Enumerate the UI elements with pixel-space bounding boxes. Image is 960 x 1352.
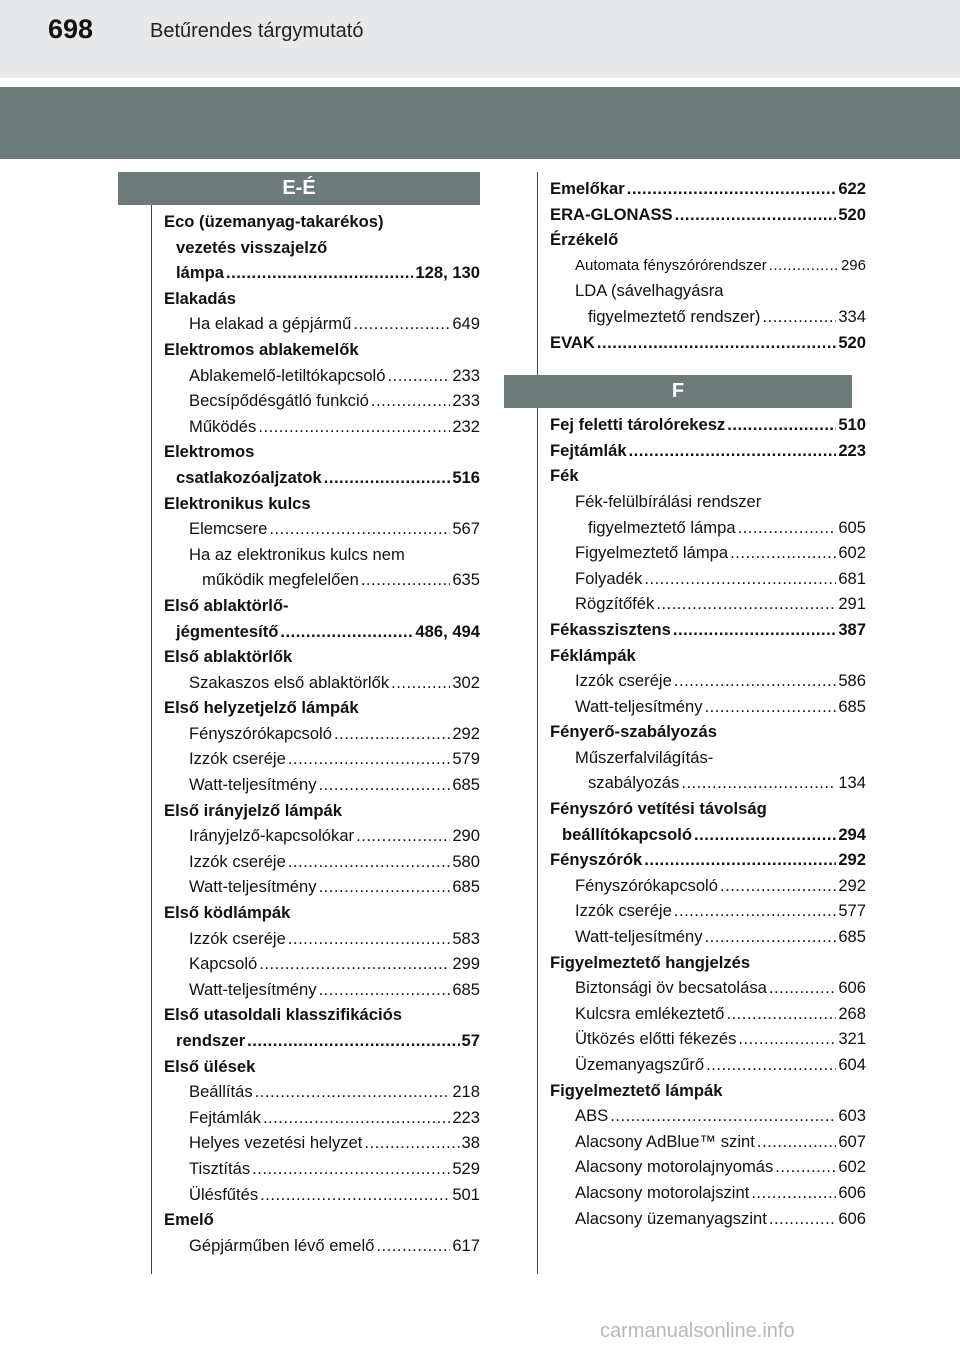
entry-term: Fejtámlák: [550, 440, 627, 460]
page-title: Betűrendes tárgymutató: [150, 20, 364, 42]
entry-page-ref: 128, 130: [415, 263, 480, 283]
entry-page-ref: 223: [838, 440, 866, 460]
dot-leader: [706, 1052, 836, 1078]
index-entry: [550, 253, 866, 279]
dot-leader: [610, 1103, 836, 1129]
index-entry: [550, 438, 866, 464]
entry-page-ref: 516: [452, 467, 480, 487]
index-entry: [164, 414, 480, 440]
header-bar: [0, 87, 960, 159]
entry-page-ref: 583: [452, 928, 480, 948]
entry-page-ref: 635: [452, 570, 480, 590]
index-entry: [164, 977, 480, 1003]
index-entry: [164, 311, 480, 337]
index-entry: [164, 1233, 480, 1259]
dot-leader: [769, 253, 839, 279]
entry-term: Fejtámlák: [189, 1107, 261, 1127]
entry-page-ref: 292: [838, 850, 866, 870]
index-entry: [550, 202, 866, 228]
entry-page-ref: 577: [838, 901, 866, 921]
entry-page-ref: 567: [452, 519, 480, 539]
index-entry: [164, 286, 480, 312]
index-entry: [164, 465, 480, 491]
dot-leader: [263, 1105, 450, 1131]
index-entry: [164, 1156, 480, 1182]
entry-term: Első helyzetjelző lámpák: [164, 698, 359, 718]
entry-term: Izzók cseréje: [189, 749, 286, 769]
entry-term: EVAK: [550, 332, 595, 352]
entry-page-ref: 134: [838, 773, 866, 793]
entry-term: Fej feletti tárolórekesz: [550, 415, 726, 435]
dot-leader: [319, 977, 451, 1003]
dot-leader: [674, 898, 836, 924]
entry-page-ref: 604: [838, 1055, 866, 1074]
index-entry: [164, 388, 480, 414]
dot-leader: [597, 330, 836, 356]
index-entry: [164, 1130, 480, 1156]
entry-term: Fényszóró vetítési távolság: [550, 799, 767, 819]
index-entry: [550, 412, 866, 438]
index-entry: [550, 694, 866, 720]
entry-page-ref: 529: [452, 1158, 480, 1178]
index-entry: [550, 1154, 866, 1180]
entry-term: Fényerő-szabályozás: [550, 722, 717, 742]
index-entry: [164, 235, 480, 261]
entry-term: Első irányjelző lámpák: [164, 800, 342, 820]
index-entry: [164, 1105, 480, 1131]
entry-page-ref: 290: [452, 826, 480, 846]
index-entry: [164, 951, 480, 977]
entry-page-ref: 268: [838, 1003, 866, 1023]
dot-leader: [376, 1233, 450, 1259]
index-entry: [164, 849, 480, 875]
index-entry: [550, 1129, 866, 1155]
dot-leader: [387, 363, 450, 389]
entry-term: Kulcsra emlékeztető: [575, 1003, 725, 1023]
entry-page-ref: 292: [838, 875, 866, 895]
index-list: [550, 176, 866, 355]
index-entry: [550, 227, 866, 253]
index-entry: [164, 746, 480, 772]
index-entry: [164, 1182, 480, 1208]
entry-term: Elektronikus kulcs: [164, 493, 311, 513]
index-entry: [550, 591, 866, 617]
dot-leader: [371, 388, 450, 414]
entry-page-ref: 606: [838, 1208, 866, 1228]
dot-leader: [319, 772, 451, 798]
entry-page-ref: 520: [838, 332, 866, 352]
dot-leader: [769, 1206, 836, 1232]
dot-leader: [769, 975, 836, 1001]
dot-leader: [280, 619, 413, 645]
entry-term: Helyes vezetési helyzet: [189, 1133, 363, 1153]
entry-term: Első ködlámpák: [164, 903, 291, 923]
entry-page-ref: 232: [452, 416, 480, 436]
entry-term: Figyelmeztető hangjelzés: [550, 952, 751, 972]
dot-leader: [705, 924, 837, 950]
entry-term: Izzók cseréje: [575, 671, 672, 691]
entry-term: csatlakozóaljzatok: [176, 467, 322, 487]
entry-term: Elemcsere: [189, 519, 268, 539]
dot-leader: [627, 176, 837, 202]
index-entry: [550, 847, 866, 873]
entry-term: rendszer: [176, 1031, 246, 1050]
dot-leader: [319, 874, 451, 900]
entry-term: működik megfelelően: [202, 570, 359, 590]
index-entry: [164, 1028, 480, 1054]
entry-term: Beállítás: [189, 1082, 253, 1102]
entry-term: Rögzítőfék: [575, 594, 655, 614]
dot-leader: [727, 412, 836, 438]
page-number: 698: [48, 14, 94, 44]
index-entry: [164, 721, 480, 747]
entry-term: Érzékelő: [550, 230, 619, 250]
entry-page-ref: 685: [452, 877, 480, 897]
dot-leader: [364, 1130, 459, 1156]
entry-page-ref: 38: [461, 1133, 480, 1153]
index-entry: [550, 1026, 866, 1052]
entry-term: Első ablaktörlő-: [164, 595, 289, 615]
entry-term: Féklámpák: [550, 645, 636, 665]
column-rule-right: [537, 172, 538, 1274]
entry-term: vezetés visszajelző: [176, 237, 328, 257]
entry-term: Emelőkar: [550, 179, 625, 198]
entry-term: Fék-felülbírálási rendszer: [575, 491, 762, 511]
entry-term: ABS: [575, 1106, 609, 1126]
index-entry: [164, 1207, 480, 1233]
entry-term: Watt-teljesítmény: [575, 696, 703, 716]
entry-term: lámpa: [176, 263, 224, 283]
entry-term: Elakadás: [164, 288, 236, 308]
dot-leader: [738, 515, 837, 541]
index-entry: [550, 617, 866, 643]
index-entry: [550, 463, 866, 489]
entry-term: Watt-teljesítmény: [575, 927, 703, 947]
index-entry: [164, 1054, 480, 1080]
index-entry: [550, 719, 866, 745]
entry-page-ref: 223: [452, 1107, 480, 1127]
entry-term: beállítókapcsoló: [562, 824, 693, 844]
index-entry: [550, 566, 866, 592]
index-entry: [550, 745, 866, 771]
entry-term: Fényszórókapcsoló: [189, 723, 332, 743]
index-entry: [164, 593, 480, 619]
entry-page-ref: 617: [452, 1235, 480, 1255]
entry-page-ref: 602: [838, 543, 866, 563]
column-rule-left: [151, 172, 152, 1274]
entry-page-ref: 586: [838, 671, 866, 691]
entry-page-ref: 606: [838, 978, 866, 998]
index-entry: [164, 1002, 480, 1028]
entry-term: Figyelmeztető lámpák: [550, 1080, 723, 1100]
entry-page-ref: 685: [452, 979, 480, 999]
entry-term: Elektromos ablakemelők: [164, 339, 359, 359]
dot-leader: [288, 849, 450, 875]
entry-page-ref: 520: [838, 204, 866, 224]
page-header: [0, 0, 960, 78]
index-entry: [550, 304, 866, 330]
dot-leader: [288, 746, 450, 772]
index-entry: [550, 924, 866, 950]
entry-page-ref: 321: [838, 1029, 866, 1049]
entry-term: Biztonsági öv becsatolása: [575, 978, 767, 998]
entry-page-ref: 296: [840, 256, 866, 274]
index-entry: [550, 822, 866, 848]
index-entry: [164, 900, 480, 926]
entry-page-ref: 606: [838, 1182, 866, 1202]
index-entry: [164, 644, 480, 670]
entry-term: Watt-teljesítmény: [189, 979, 317, 999]
entry-page-ref: 218: [452, 1082, 480, 1102]
entry-term: Üzemanyagszűrő: [575, 1055, 705, 1074]
letter-header: F: [504, 375, 852, 408]
entry-page-ref: 334: [838, 306, 866, 326]
entry-term: szabályozás: [588, 773, 680, 793]
entry-term: Ütközés előtti fékezés: [575, 1029, 737, 1049]
dot-leader: [644, 566, 836, 592]
entry-term: Izzók cseréje: [575, 901, 672, 921]
entry-term: Emelő: [164, 1210, 214, 1230]
entry-term: Alacsony AdBlue™ szint: [575, 1131, 755, 1151]
index-entry: [550, 1001, 866, 1027]
dot-leader: [259, 951, 450, 977]
index-entry: [550, 975, 866, 1001]
entry-page-ref: 603: [838, 1106, 866, 1126]
entry-term: LDA (sávelhagyásra: [575, 281, 724, 301]
entry-term: Alacsony motorolajszint: [575, 1182, 750, 1202]
entry-page-ref: 486, 494: [415, 621, 480, 641]
index-entry: [164, 516, 480, 542]
entry-term: Első utasoldali klasszifikációs: [164, 1005, 402, 1025]
entry-page-ref: 294: [838, 824, 866, 844]
index-list: [164, 209, 480, 1258]
dot-leader: [334, 721, 450, 747]
entry-page-ref: 57: [461, 1031, 480, 1050]
dot-leader: [258, 414, 450, 440]
letter-header: E-É: [118, 172, 480, 205]
dot-leader: [720, 873, 836, 899]
index-entry: [164, 260, 480, 286]
entry-term: Fék: [550, 466, 579, 486]
index-entry: [550, 668, 866, 694]
dot-leader: [681, 770, 836, 796]
entry-term: Első ülések: [164, 1056, 256, 1076]
index-entry: [550, 770, 866, 796]
entry-page-ref: 649: [452, 314, 480, 334]
dot-leader: [356, 823, 450, 849]
entry-page-ref: 685: [838, 696, 866, 716]
entry-term: Figyelmeztető lámpa: [575, 543, 729, 563]
entry-page-ref: 580: [452, 851, 480, 871]
entry-page-ref: 302: [452, 672, 480, 692]
entry-term: Alacsony motorolajnyomás: [575, 1157, 774, 1177]
index-entry: [550, 330, 866, 356]
entry-page-ref: 510: [838, 415, 866, 435]
index-entry: [164, 798, 480, 824]
dot-leader: [694, 822, 836, 848]
entry-term: Műszerfalvilágítás-: [575, 747, 714, 767]
dot-leader: [288, 926, 450, 952]
index-entry: [164, 439, 480, 465]
dot-leader: [762, 304, 836, 330]
entry-term: Tisztítás: [189, 1158, 251, 1178]
entry-term: Ha az elektronikus kulcs nem: [189, 544, 405, 564]
dot-leader: [656, 591, 836, 617]
index-entry: [164, 542, 480, 568]
dot-leader: [644, 847, 836, 873]
index-entry: [550, 796, 866, 822]
index-entry: [164, 772, 480, 798]
entry-page-ref: 607: [838, 1131, 866, 1151]
index-entry: [550, 278, 866, 304]
entry-term: Izzók cseréje: [189, 928, 286, 948]
entry-page-ref: 622: [838, 179, 866, 198]
index-entry: [550, 1206, 866, 1232]
entry-term: Fényszórókapcsoló: [575, 875, 718, 895]
index-entry: [550, 176, 866, 202]
index-entry: [164, 823, 480, 849]
entry-page-ref: 681: [838, 568, 866, 588]
index-entry: [550, 1180, 866, 1206]
entry-page-ref: 501: [452, 1184, 480, 1204]
dot-leader: [255, 1079, 451, 1105]
entry-term: Első ablaktörlők: [164, 647, 293, 667]
entry-page-ref: 291: [838, 594, 866, 614]
entry-term: Fényszórók: [550, 850, 643, 870]
index-entry: [550, 540, 866, 566]
entry-term: Folyadék: [575, 568, 643, 588]
index-entry: [164, 363, 480, 389]
entry-term: Fékasszisztens: [550, 619, 671, 639]
dot-leader: [757, 1129, 836, 1155]
dot-leader: [226, 260, 413, 286]
entry-page-ref: 579: [452, 749, 480, 769]
index-entry: [164, 874, 480, 900]
entry-term: Watt-teljesítmény: [189, 775, 317, 795]
index-entry: [164, 926, 480, 952]
dot-leader: [730, 540, 836, 566]
entry-term: figyelmeztető rendszer): [588, 306, 761, 326]
dot-leader: [726, 1001, 836, 1027]
dot-leader: [353, 311, 450, 337]
dot-leader: [751, 1180, 836, 1206]
entry-term: Watt-teljesítmény: [189, 877, 317, 897]
index-entry: [164, 1079, 480, 1105]
entry-term: Ülésfűtés: [189, 1184, 259, 1204]
index-entry: [164, 491, 480, 517]
entry-term: Szakaszos első ablaktörlők: [189, 672, 390, 692]
dot-leader: [629, 438, 837, 464]
index-entry: [164, 619, 480, 645]
index-entry: [164, 337, 480, 363]
entry-term: Kapcsoló: [189, 954, 258, 974]
dot-leader: [252, 1156, 450, 1182]
entry-term: Automata fényszórórendszer: [575, 256, 767, 274]
entry-term: Ha elakad a gépjármű: [189, 314, 352, 334]
entry-term: Működés: [189, 416, 257, 436]
dot-leader: [361, 567, 451, 593]
entry-term: Elektromos: [164, 442, 255, 462]
entry-term: figyelmeztető lámpa: [588, 517, 736, 537]
dot-leader: [260, 1182, 450, 1208]
dot-leader: [674, 668, 836, 694]
entry-page-ref: 233: [452, 365, 480, 385]
index-entry: [550, 1103, 866, 1129]
dot-leader: [775, 1154, 836, 1180]
index-entry: [550, 950, 866, 976]
watermark: carmanualsonline.info: [600, 1320, 795, 1342]
dot-leader: [247, 1028, 459, 1054]
index-list: [550, 412, 866, 1231]
entry-page-ref: 685: [838, 927, 866, 947]
index-entry: [550, 643, 866, 669]
entry-page-ref: 387: [838, 619, 866, 639]
dot-leader: [269, 516, 450, 542]
entry-page-ref: 292: [452, 723, 480, 743]
entry-term: Izzók cseréje: [189, 851, 286, 871]
index-entry: [550, 489, 866, 515]
dot-leader: [675, 202, 837, 228]
index-entry: [550, 1078, 866, 1104]
entry-term: Becsípődésgátló funkció: [189, 391, 369, 411]
entry-page-ref: 605: [838, 517, 866, 537]
entry-term: Alacsony üzemanyagszint: [575, 1208, 767, 1228]
index-entry: [550, 515, 866, 541]
entry-term: Gépjárműben lévő emelő: [189, 1235, 375, 1255]
entry-term: jégmentesítő: [176, 621, 279, 641]
entry-term: Irányjelző-kapcsolókar: [189, 826, 355, 846]
index-entry: [550, 1052, 866, 1078]
entry-page-ref: 299: [452, 954, 480, 974]
entry-term: Eco (üzemanyag-takarékos): [164, 212, 384, 231]
dot-leader: [738, 1026, 836, 1052]
index-entry: [550, 898, 866, 924]
dot-leader: [705, 694, 837, 720]
dot-leader: [391, 670, 450, 696]
index-entry: [164, 209, 480, 235]
entry-page-ref: 602: [838, 1157, 866, 1177]
entry-page-ref: 233: [452, 391, 480, 411]
entry-term: Ablakemelő-letiltókapcsoló: [189, 365, 386, 385]
index-entry: [164, 695, 480, 721]
entry-page-ref: 685: [452, 775, 480, 795]
dot-leader: [324, 465, 451, 491]
index-entry: [164, 567, 480, 593]
index-entry: [550, 873, 866, 899]
index-column-left: [164, 172, 480, 1258]
index-column-right: [550, 176, 866, 1231]
entry-term: ERA-GLONASS: [550, 204, 673, 224]
dot-leader: [673, 617, 836, 643]
index-entry: [164, 670, 480, 696]
